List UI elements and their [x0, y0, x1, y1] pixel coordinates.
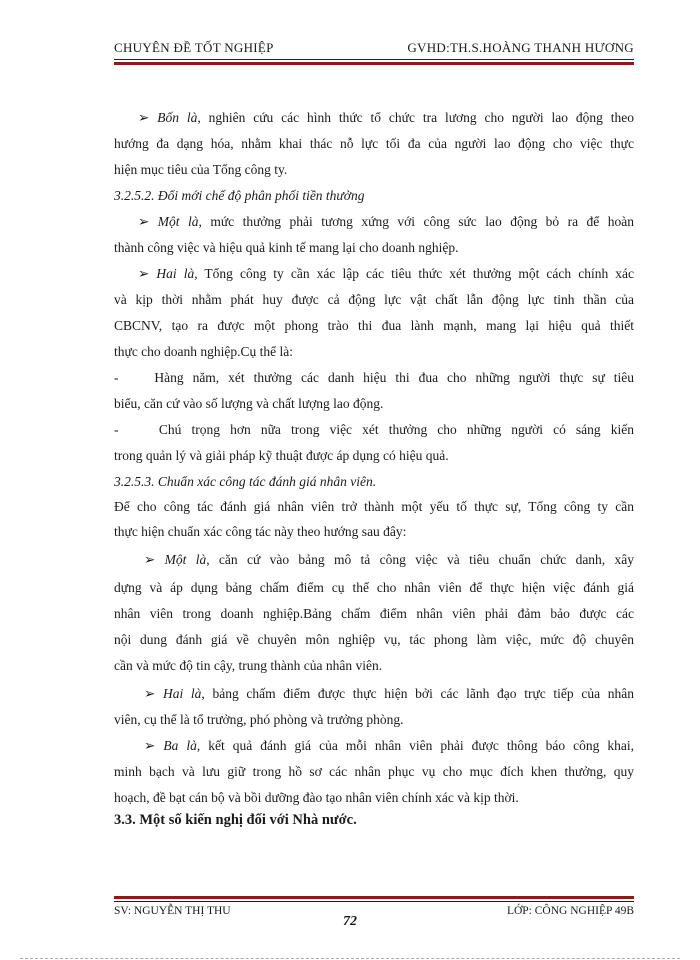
para-dg-mot-la-line2: dựng và áp dụng bảng chấm điểm cụ thể cho nhân viên để thực hiện việc đánh giá [114, 580, 634, 595]
arrow-bullet-icon: ➢ [144, 738, 156, 753]
para-dg-ba-la-line3: hoạch, đề bạt cán bộ và bồi dưỡng đào tạo nhân viên chính xác và kịp thời. [114, 790, 519, 805]
para-thuong-hai-la-line1: ➢ Hai là, Tổng công ty cần xác lập các tiêu thức xét thưởng một cách chính xác [138, 266, 635, 281]
para-dg-hai-la-line1: ➢ Hai là, bảng chấm điểm được thực hiện bởi các lãnh đạo trực tiếp của nhân [144, 686, 634, 701]
arrow-bullet-icon: ➢ [144, 686, 156, 701]
footer-rule-thin [114, 901, 634, 902]
para-bon-la-line2: hướng đa dạng hóa, nhằm khai thác nỗ lực tối đa của người lao động cho việc thực [114, 136, 634, 151]
para-dg-mot-la-line4: nội dung đánh giá về chuyên môn nghiệp vụ, tác phong làm việc, mức độ chuyên [114, 632, 634, 647]
dash-item-2-line1: - Chú trọng hơn nữa trong việc xét thưởng cho những người có sáng kiến [114, 422, 635, 437]
para-dg-ba-la-line1: ➢ Ba là, kết quả đánh giá của mỗi nhân viên phải được thông báo công khai, [144, 738, 635, 753]
dash-item-1-line1: - Hàng năm, xét thưởng các danh hiệu thi đua cho những người thực sự tiêu [114, 370, 634, 385]
page-number: 72 [343, 914, 357, 929]
heading-3253: 3.2.5.3. Chuẩn xác công tác đánh giá nhân viên. [114, 474, 377, 489]
para-danh-gia-intro-line1: Để cho công tác đánh giá nhân viên trở thành một yếu tố thực sự, Tổng công ty cần [114, 499, 634, 514]
dash-bullet: - [114, 422, 119, 437]
para-bon-la-line3: hiện mục tiêu của Tổng công ty. [114, 162, 288, 177]
dash-item-1-line2: biểu, căn cứ vào số lượng và chất lượng lao động. [114, 396, 384, 411]
para-thuong-mot-la-line1: ➢ Một là, mức thưởng phải tương xứng với công sức lao động bỏ ra để hoàn [138, 214, 635, 229]
heading-3252: 3.2.5.2. Đổi mới chế độ phân phối tiền thưởng [114, 188, 365, 203]
para-thuong-mot-la-line2: thành công việc và hiệu quả kinh tế mang lại cho doanh nghiệp. [114, 240, 459, 255]
header-title: CHUYÊN ĐỀ TỐT NGHIỆP [114, 40, 274, 55]
arrow-bullet-icon: ➢ [138, 110, 150, 125]
footer-class: LỚP: CÔNG NGHIỆP 49B [506, 905, 634, 917]
arrow-bullet-icon: ➢ [138, 266, 150, 281]
header-advisor: GVHD:TH.S.HOÀNG THANH HƯƠNG [407, 40, 634, 55]
para-dg-mot-la-line5: cần và mức độ tin cậy, trung thành của nhân viên. [114, 658, 383, 673]
para-thuong-hai-la-line4: thực cho doanh nghiệp.Cụ thể là: [114, 344, 294, 359]
footer-student: SV: NGUYỄN THỊ THU [114, 905, 231, 917]
header-rule-thick [114, 62, 634, 65]
para-dg-hai-la-line2: viên, cụ thể là tổ trưởng, phó phòng và trưởng phòng. [114, 712, 404, 727]
para-dg-mot-la-line3: nhân viên trong doanh nghiệp.Bảng chấm điểm nhân viên phải đảm bảo được các [114, 606, 634, 621]
dash-bullet: - [114, 370, 119, 385]
dash-item-2-line2: trong quản lý và giải pháp kỹ thuật được áp dụng có hiệu quả. [114, 448, 449, 463]
page-header [114, 40, 634, 58]
para-thuong-hai-la-line3: CBCNV, tạo ra được một phong trào thi đua lành mạnh, mang lại hiệu quả thiết [114, 318, 634, 333]
arrow-bullet-icon: ➢ [144, 552, 156, 567]
para-dg-mot-la-line1: ➢ Một là, căn cứ vào bảng mô tả công việc và tiêu chuẩn chức danh, xây [144, 552, 634, 567]
arrow-bullet-icon: ➢ [138, 214, 150, 229]
page-break-divider [20, 958, 680, 959]
para-dg-ba-la-line2: minh bạch và lưu giữ trong hồ sơ các nhân phục vụ cho mục đích khen thưởng, quy [114, 764, 634, 779]
heading-3-3: 3.3. Một số kiến nghị đối với Nhà nước. [114, 812, 357, 828]
footer-rule-thick [114, 896, 634, 899]
para-thuong-hai-la-line2: và kịp thời nhằm phát huy được cả động lực vật chất lẫn động lực tinh thần của [114, 292, 634, 307]
para-bon-la-line1: ➢ Bốn là, nghiên cứu các hình thức tổ chức tra lương cho người lao động theo [138, 110, 634, 125]
para-danh-gia-intro-line2: thực hiện chuẩn xác công tác này theo hướng sau đây: [114, 524, 407, 539]
header-rule-thin [114, 59, 634, 60]
